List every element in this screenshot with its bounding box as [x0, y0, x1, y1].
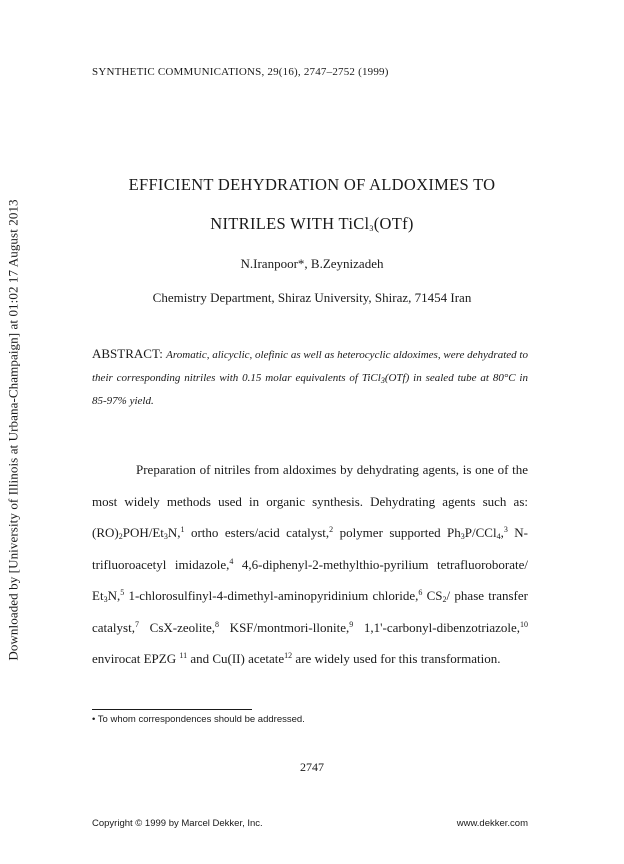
reference-mark: 4	[229, 556, 234, 566]
reference-mark: 5	[120, 588, 125, 597]
footnote-divider	[92, 709, 252, 710]
reference-mark: 2	[329, 525, 334, 534]
download-note: Downloaded by [University of Illinois at Urbana-Champaign] at 01:02 17 August 2013	[6, 199, 22, 661]
reference-mark: 1	[180, 525, 185, 534]
page-number: 2747	[300, 760, 324, 774]
reference-mark: 9	[349, 619, 354, 629]
abstract-label: ABSTRACT:	[92, 346, 163, 361]
reference-mark: 7	[134, 619, 139, 629]
reference-mark: 8	[215, 619, 219, 629]
body-text	[92, 454, 528, 675]
download-watermark	[2, 180, 26, 680]
reference-mark: 6	[418, 588, 423, 597]
paper-title-line-1: EFFICIENT DEHYDRATION OF ALDOXIMES TO	[128, 175, 496, 194]
paragraph-intro: Preparation of nitriles from aldoximes by dehydrating agents, is one of the most widely methods used in organic synthesis. Dehydrating agents such as: $(RO)_2POH/Et_3N,^1$ ortho esters/acid catalyst,$^2$ polymer supported $Ph_3P/CCl_4,^3$ N-trifluoroacetyl imidazole,$^4$ 4,6-diphenyl-2-methylthio-pyrilium tetrafluoroborate/ $Et_3N,^5$ 1-chlorosulfinyl-4-dimethyl-aminopyridinium chloride,$^6$ $CS_2/$ phase transfer catalyst,$^7$ CsX-zeolite,$^8$ KSF/montmori-llonite,$^9$ 1,1'-carbonyl-dibenzotriazole,$^{10}$ envirocat EPZG $^{11}$ and Cu(II) acetate$^{12}$ are widely used for this transformation.	[92, 462, 529, 666]
affiliation: Chemistry Department, Shiraz University, Shiraz, 71454 Iran	[152, 290, 472, 305]
authors: N.Iranpoor*, B.Zeynizadeh	[240, 256, 384, 271]
footnote: • To whom correspondences should be addressed.	[92, 714, 305, 725]
copyright: Copyright © 1999 by Marcel Dekker, Inc.	[92, 818, 263, 829]
paper-title-line-2: NITRILES WITH TiCl$_3$(OTf)	[210, 214, 414, 233]
journal-header: SYNTHETIC COMMUNICATIONS, 29(16), 2747–2752 (1999)	[92, 66, 389, 78]
reference-mark: 3	[503, 525, 508, 534]
abstract	[92, 343, 528, 412]
reference-mark: 10	[520, 619, 529, 629]
reference-mark: 11	[179, 651, 188, 660]
abstract-text: Aromatic, alicyclic, olefinic as well as heterocyclic aldoximes, were dehydrated to their corresponding nitriles with 0.15 molar equivalents of TiCl$_3$(OTf) in sealed tube at 80°C in 85-97% yield.	[92, 349, 528, 407]
reference-mark: 12	[284, 651, 293, 660]
publisher-url: www.dekker.com	[456, 818, 528, 829]
